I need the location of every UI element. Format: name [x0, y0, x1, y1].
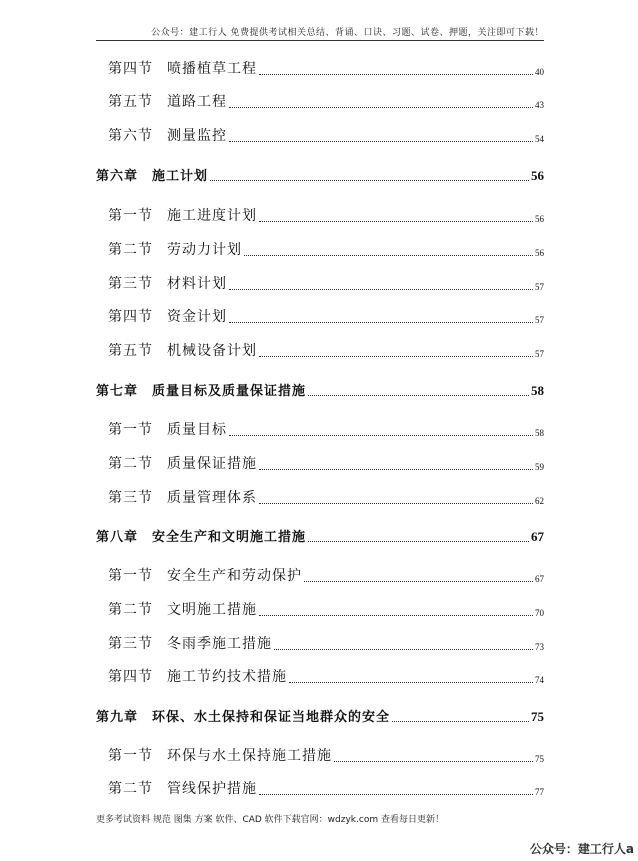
toc-entry-page-number: 57	[535, 349, 544, 359]
toc-entry-title: 安全生产和劳动保护	[167, 568, 302, 584]
toc-entry-page-number: 58	[531, 383, 544, 398]
toc-entry-number: 第三节	[108, 636, 153, 652]
toc-entry-number: 第二节	[108, 781, 153, 797]
toc-entry-number: 第一节	[108, 208, 153, 224]
toc-section-entry[interactable]	[108, 565, 544, 585]
toc-entry-title: 质量目标	[167, 422, 227, 438]
toc-dot-leader	[229, 288, 533, 290]
toc-dot-leader	[259, 73, 533, 75]
toc-entry-number: 第三节	[108, 276, 153, 292]
toc-entry-page-number: 57	[535, 282, 544, 292]
toc-entry-title: 环保与水土保持施工措施	[167, 748, 332, 764]
toc-entry-page-number: 74	[535, 675, 544, 685]
toc-entry-page-number: 75	[531, 709, 544, 724]
toc-dot-leader	[274, 648, 533, 650]
toc-entry-number: 第四节	[108, 669, 153, 685]
toc-entry-title: 劳动力计划	[167, 242, 242, 258]
toc-entry-page-number: 62	[535, 496, 544, 506]
toc-entry-title: 机械设备计划	[167, 343, 257, 359]
toc-dot-leader	[289, 681, 533, 683]
toc-dot-leader	[229, 434, 533, 436]
toc-section-entry[interactable]	[108, 205, 544, 225]
toc-entry-title: 文明施工措施	[167, 602, 257, 618]
toc-entry-page-number: 75	[535, 754, 544, 764]
toc-dot-leader	[259, 468, 533, 470]
toc-entry-number: 第四节	[108, 61, 153, 77]
toc-entry-page-number: 56	[535, 248, 544, 258]
toc-section-entry[interactable]	[108, 239, 544, 259]
toc-entry-page-number: 67	[535, 574, 544, 584]
toc-dot-leader	[304, 580, 533, 582]
toc-dot-leader	[259, 502, 533, 504]
toc-dot-leader	[229, 106, 533, 108]
page-footer: 更多考试资料 规范 图集 方案 软件、CAD 软件下载官网：wdzyk.com 查看每日更新！	[96, 815, 444, 825]
toc-dot-leader	[259, 355, 533, 357]
toc-dot-leader	[259, 220, 533, 222]
toc-entry-title: 质量管理体系	[167, 490, 257, 506]
toc-dot-leader	[244, 254, 533, 256]
toc-entry-number: 第六章	[96, 169, 139, 184]
toc-section-entry[interactable]	[108, 419, 544, 439]
toc-entry-title: 喷播植草工程	[167, 61, 257, 77]
toc-entry-page-number: 73	[535, 642, 544, 652]
toc-entry-number: 第五节	[108, 343, 153, 359]
toc-dot-leader	[308, 394, 529, 396]
toc-entry-title: 测量监控	[167, 128, 227, 144]
toc-dot-leader	[210, 179, 529, 181]
toc-dot-leader	[229, 321, 533, 323]
toc-entry-title: 管线保护措施	[167, 781, 257, 797]
toc-section-entry[interactable]	[108, 306, 544, 326]
toc-entry-number: 第二节	[108, 602, 153, 618]
toc-entry-page-number: 56	[535, 214, 544, 224]
toc-entry-title: 道路工程	[167, 94, 227, 110]
toc-dot-leader	[334, 760, 533, 762]
toc-entry-page-number: 54	[535, 134, 544, 144]
toc-section-entry[interactable]	[108, 487, 544, 507]
page-header: 公众号：建工行人 免费提供考试相关总结、背诵、口诀、习题、试卷、押题，关注即可下载！	[151, 28, 544, 38]
watermark: 公众号：建工行人a	[529, 842, 634, 856]
toc-chapter-entry[interactable]	[96, 526, 544, 545]
toc-dot-leader	[259, 793, 533, 795]
toc-entry-page-number: 56	[531, 168, 544, 183]
toc-section-entry[interactable]	[108, 91, 544, 111]
toc-section-entry[interactable]	[108, 778, 544, 798]
toc-section-entry[interactable]	[108, 273, 544, 293]
toc-section-entry[interactable]	[108, 58, 544, 78]
toc-dot-leader	[308, 540, 529, 542]
toc-dot-leader	[392, 720, 529, 722]
toc-entry-title: 质量目标及质量保证措施	[152, 384, 307, 399]
toc-chapter-entry[interactable]	[96, 706, 544, 725]
toc-entry-number: 第九章	[96, 710, 139, 725]
toc-entry-number: 第一节	[108, 422, 153, 438]
toc-entry-title: 质量保证措施	[167, 456, 257, 472]
toc-entry-title: 施工节约技术措施	[167, 669, 287, 685]
toc-entry-page-number: 43	[535, 100, 544, 110]
toc-chapter-entry[interactable]	[96, 165, 544, 184]
toc-entry-title: 冬雨季施工措施	[167, 636, 272, 652]
toc-entry-number: 第四节	[108, 309, 153, 325]
toc-entry-number: 第一节	[108, 748, 153, 764]
toc-entry-page-number: 59	[535, 462, 544, 472]
toc-entry-number: 第三节	[108, 490, 153, 506]
toc-entry-number: 第八章	[96, 530, 139, 545]
toc-entry-number: 第一节	[108, 568, 153, 584]
toc-dot-leader	[259, 614, 533, 616]
header-divider	[96, 40, 544, 41]
toc-entry-page-number: 57	[535, 315, 544, 325]
toc-entry-page-number: 58	[535, 428, 544, 438]
toc-entry-page-number: 77	[535, 787, 544, 797]
toc-entry-title: 环保、水土保持和保证当地群众的安全	[152, 710, 391, 725]
toc-entry-title: 施工进度计划	[167, 208, 257, 224]
toc-entry-number: 第二节	[108, 242, 153, 258]
toc-entry-number: 第六节	[108, 128, 153, 144]
toc-section-entry[interactable]	[108, 599, 544, 619]
toc-section-entry[interactable]	[108, 453, 544, 473]
toc-section-entry[interactable]	[108, 745, 544, 765]
toc-entry-number: 第二节	[108, 456, 153, 472]
toc-section-entry[interactable]	[108, 340, 544, 360]
toc-entry-title: 资金计划	[167, 309, 227, 325]
toc-chapter-entry[interactable]	[96, 380, 544, 399]
toc-section-entry[interactable]	[108, 633, 544, 653]
toc-entry-title: 施工计划	[152, 169, 209, 184]
toc-entry-title: 材料计划	[167, 276, 227, 292]
toc-dot-leader	[229, 140, 533, 142]
toc-entry-number: 第七章	[96, 384, 139, 399]
toc-entry-page-number: 67	[531, 529, 544, 544]
toc-section-entry[interactable]	[108, 666, 544, 686]
toc-entry-page-number: 40	[535, 67, 544, 77]
toc-section-entry[interactable]	[108, 125, 544, 145]
toc-entry-title: 安全生产和文明施工措施	[152, 530, 307, 545]
toc-entry-page-number: 70	[535, 608, 544, 618]
toc-entry-number: 第五节	[108, 94, 153, 110]
